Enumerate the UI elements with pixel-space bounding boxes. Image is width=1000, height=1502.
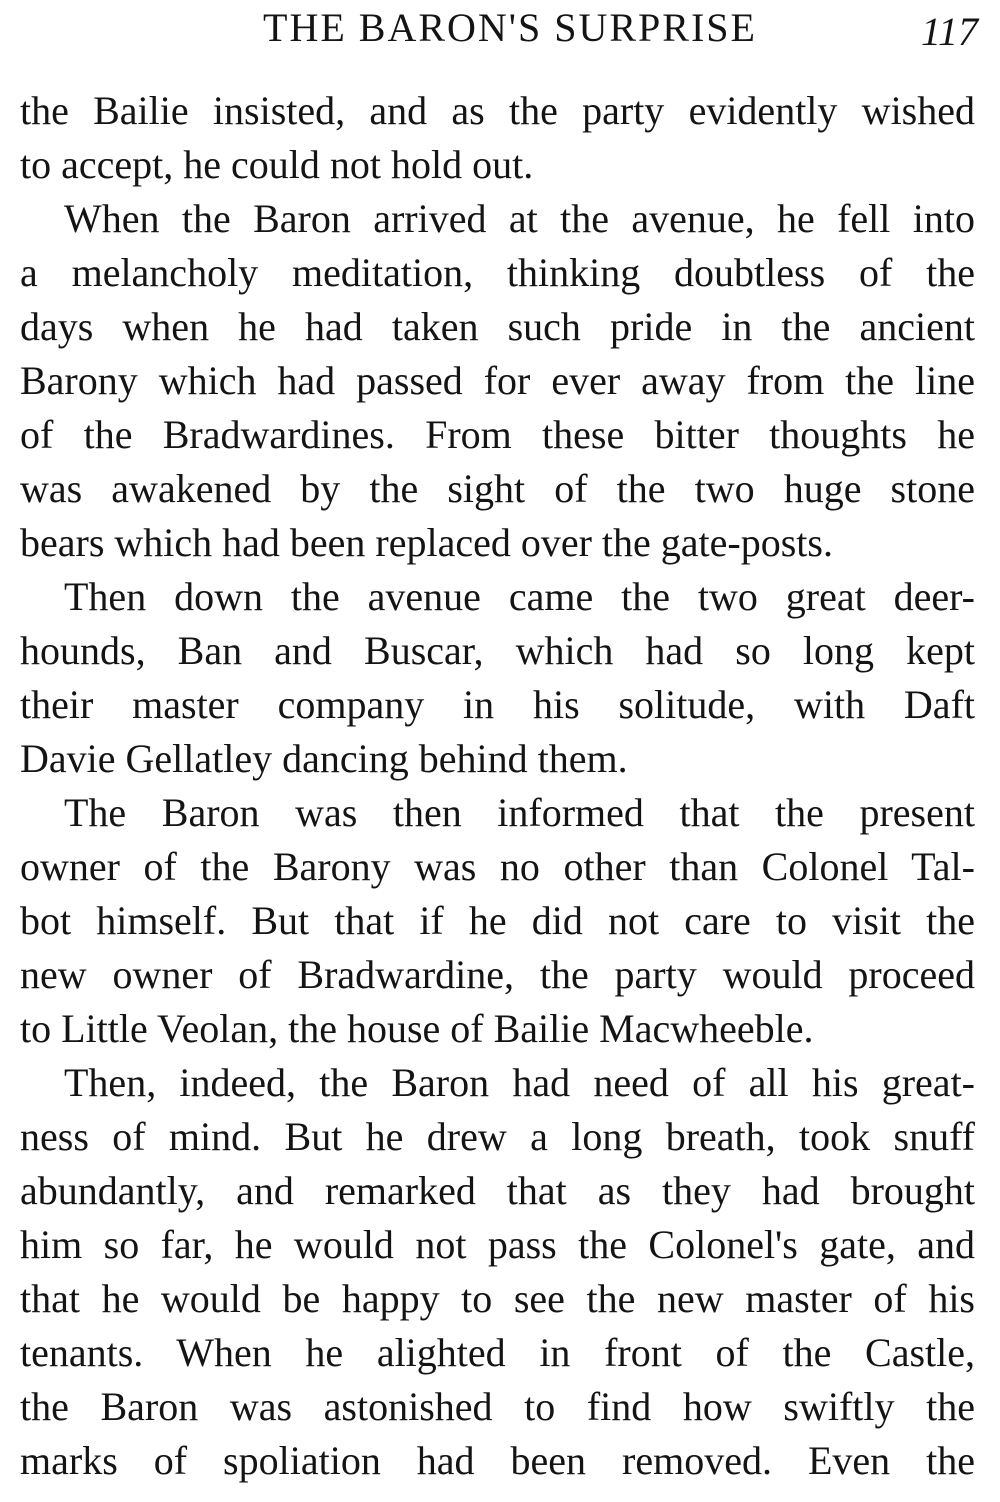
text-line: bears which had been replaced over the gate-posts. [20,520,833,565]
text-line: the Baron was astonished to find how swiftly the [20,1384,975,1429]
text-line: Barony which had passed for ever away from the line [20,358,975,403]
page-number: 117 [920,9,978,54]
text-line: to Little Veolan, the house of Bailie Macwheeble. [20,1006,814,1051]
text-line: tenants. When he alighted in front of the Castle, [20,1330,975,1375]
text-line: days when he had taken such pride in the ancient [20,304,975,349]
text-line: hounds, Ban and Buscar, which had so long kept [20,628,975,673]
paragraph [20,1056,975,1488]
paragraph [20,84,975,192]
text-line: Then, indeed, the Baron had need of all his great- [64,1060,975,1105]
text-line: When the Baron arrived at the avenue, he fell into [64,196,975,241]
paragraph [20,570,975,786]
text-line: that he would be happy to see the new master of his [20,1276,975,1321]
text-line: to accept, he could not hold out. [20,142,534,187]
text-line: owner of the Barony was no other than Colonel Tal- [20,844,975,889]
text-line: Then down the avenue came the two great deer- [64,574,975,619]
body-text [20,84,975,1488]
text-line: a melancholy meditation, thinking doubtless of the [20,250,975,295]
running-title: THE BARON'S SURPRISE [263,5,757,50]
text-line: ness of mind. But he drew a long breath, took snuff [20,1114,975,1159]
text-line: marks of spoliation had been removed. Even the [20,1438,975,1483]
text-line: Davie Gellatley dancing behind them. [20,736,628,781]
text-line: bot himself. But that if he did not care to visit the [20,898,975,943]
paragraph [20,192,975,570]
text-line: him so far, he would not pass the Colonel's gate, and [20,1222,975,1267]
text-line: of the Bradwardines. From these bitter thoughts he [20,412,975,457]
text-line: The Baron was then informed that the present [64,790,975,835]
text-line: new owner of Bradwardine, the party would proceed [20,952,975,997]
page-header [0,0,1000,60]
text-line: was awakened by the sight of the two huge stone [20,466,975,511]
paragraph [20,786,975,1056]
text-line: their master company in his solitude, with Daft [20,682,975,727]
text-line: the Bailie insisted, and as the party evidently wished [20,88,975,133]
text-line: abundantly, and remarked that as they had brought [20,1168,975,1213]
